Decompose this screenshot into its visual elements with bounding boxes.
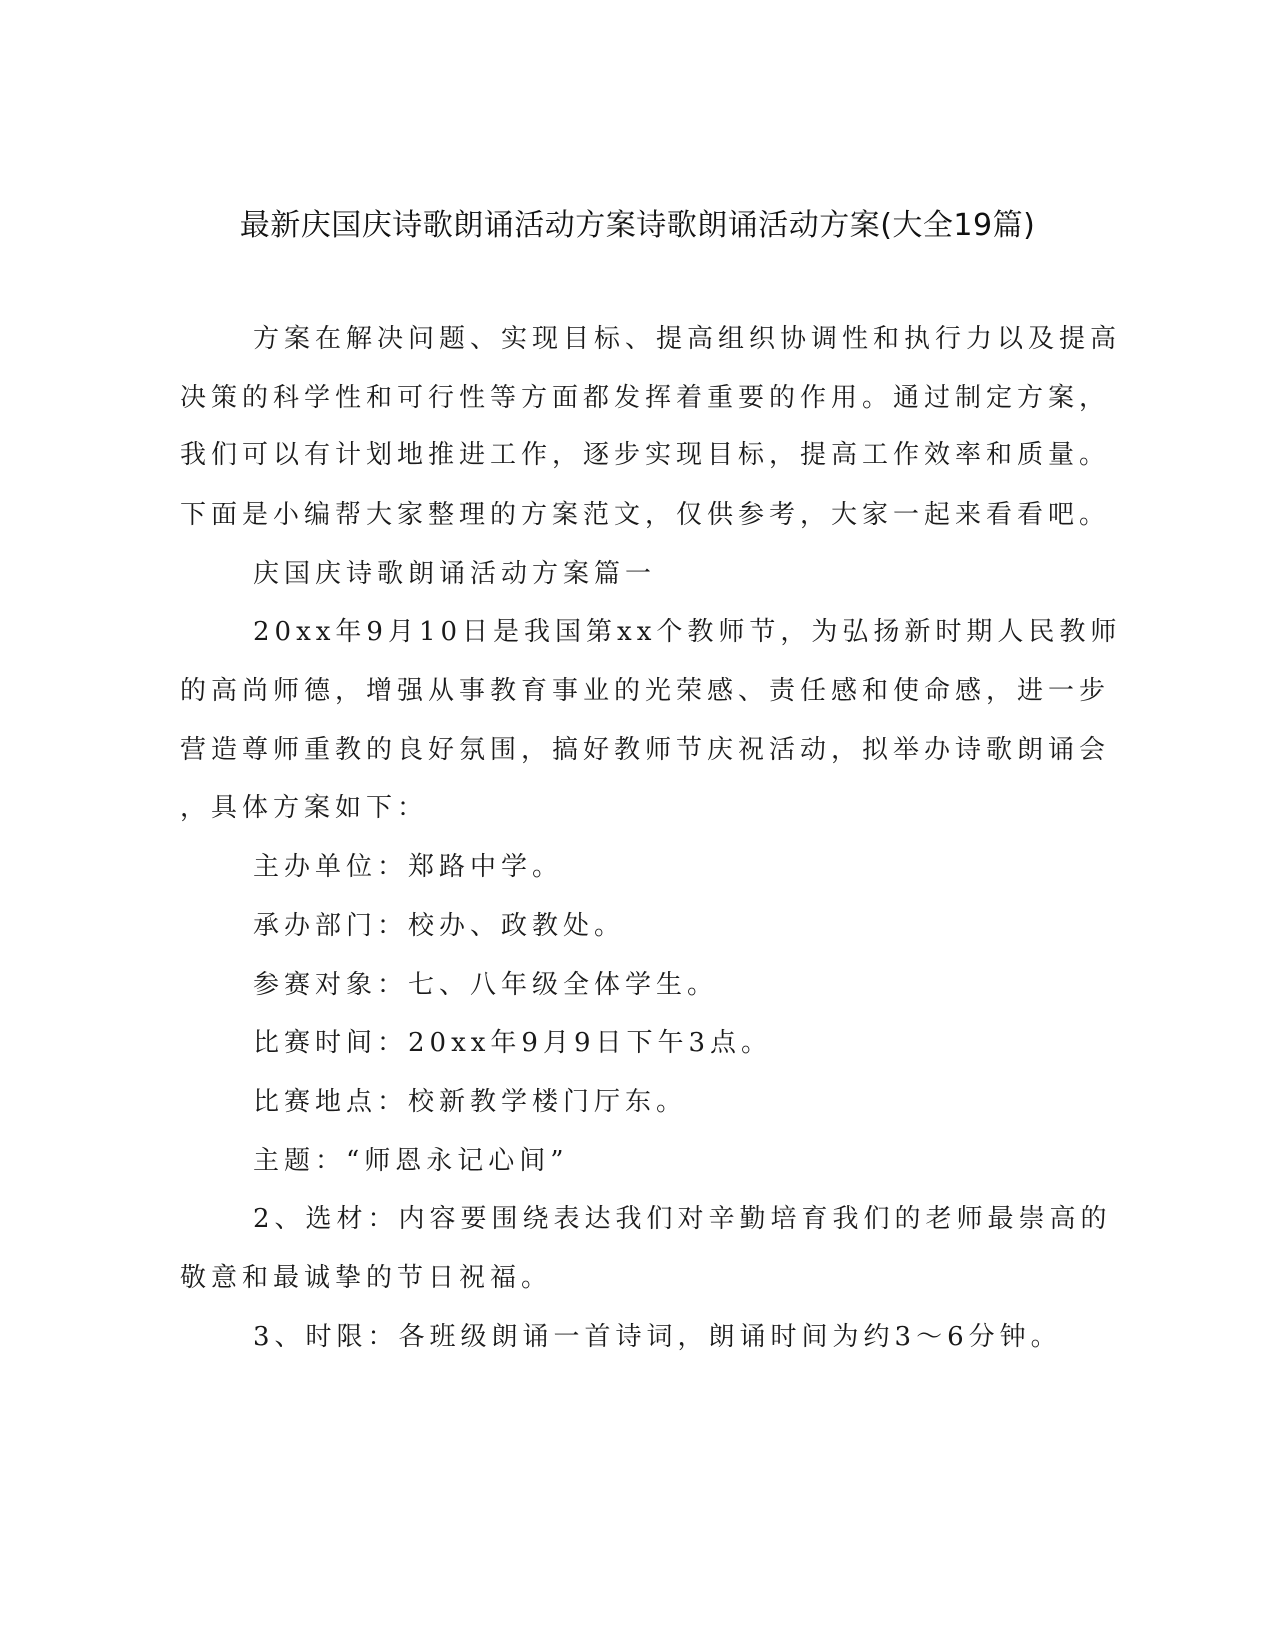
paragraph-line: 3、时限：各班级朗诵一首诗词，朗诵时间为约3～6分钟。 [253, 1322, 1062, 1352]
paragraph-line: 的高尚师德，增强从事教育事业的光荣感、责任感和使命感，进一步 [180, 676, 1111, 706]
paragraph-line: 下面是小编帮大家整理的方案范文，仅供参考，大家一起来看看吧。 [180, 500, 1111, 530]
paragraph-line: 营造尊师重教的良好氛围，搞好教师节庆祝活动，拟举办诗歌朗诵会 [180, 735, 1111, 765]
paragraph-line: 主办单位：郑路中学。 [253, 852, 564, 882]
paragraph-line: ，具体方案如下： [180, 793, 429, 823]
section-heading: 庆国庆诗歌朗诵活动方案篇一 [253, 559, 657, 589]
paragraph-line: 参赛对象：七、八年级全体学生。 [253, 970, 719, 1000]
paragraph-line: 决策的科学性和可行性等方面都发挥着重要的作用。通过制定方案， [180, 383, 1111, 413]
paragraph-line: 主题：“师恩永记心间” [253, 1146, 569, 1176]
paragraph-line: 比赛时间：20xx年9月9日下午3点。 [253, 1028, 773, 1058]
paragraph-line: 我们可以有计划地推进工作，逐步实现目标，提高工作效率和质量。 [180, 440, 1111, 470]
paragraph-line: 2、选材：内容要围绕表达我们对辛勤培育我们的老师最崇高的 [253, 1204, 1112, 1234]
paragraph-line: 承办部门：校办、政教处。 [253, 911, 626, 941]
paragraph-line: 20xx年9月10日是我国第xx个教师节，为弘扬新时期人民教师 [253, 617, 1122, 647]
document-title: 最新庆国庆诗歌朗诵活动方案诗歌朗诵活动方案(大全19篇) [239, 208, 1036, 243]
paragraph-line: 方案在解决问题、实现目标、提高组织协调性和执行力以及提高 [253, 324, 1122, 354]
paragraph-line: 比赛地点：校新教学楼门厅东。 [253, 1087, 688, 1117]
paragraph-line: 敬意和最诚挚的节日祝福。 [180, 1263, 553, 1293]
